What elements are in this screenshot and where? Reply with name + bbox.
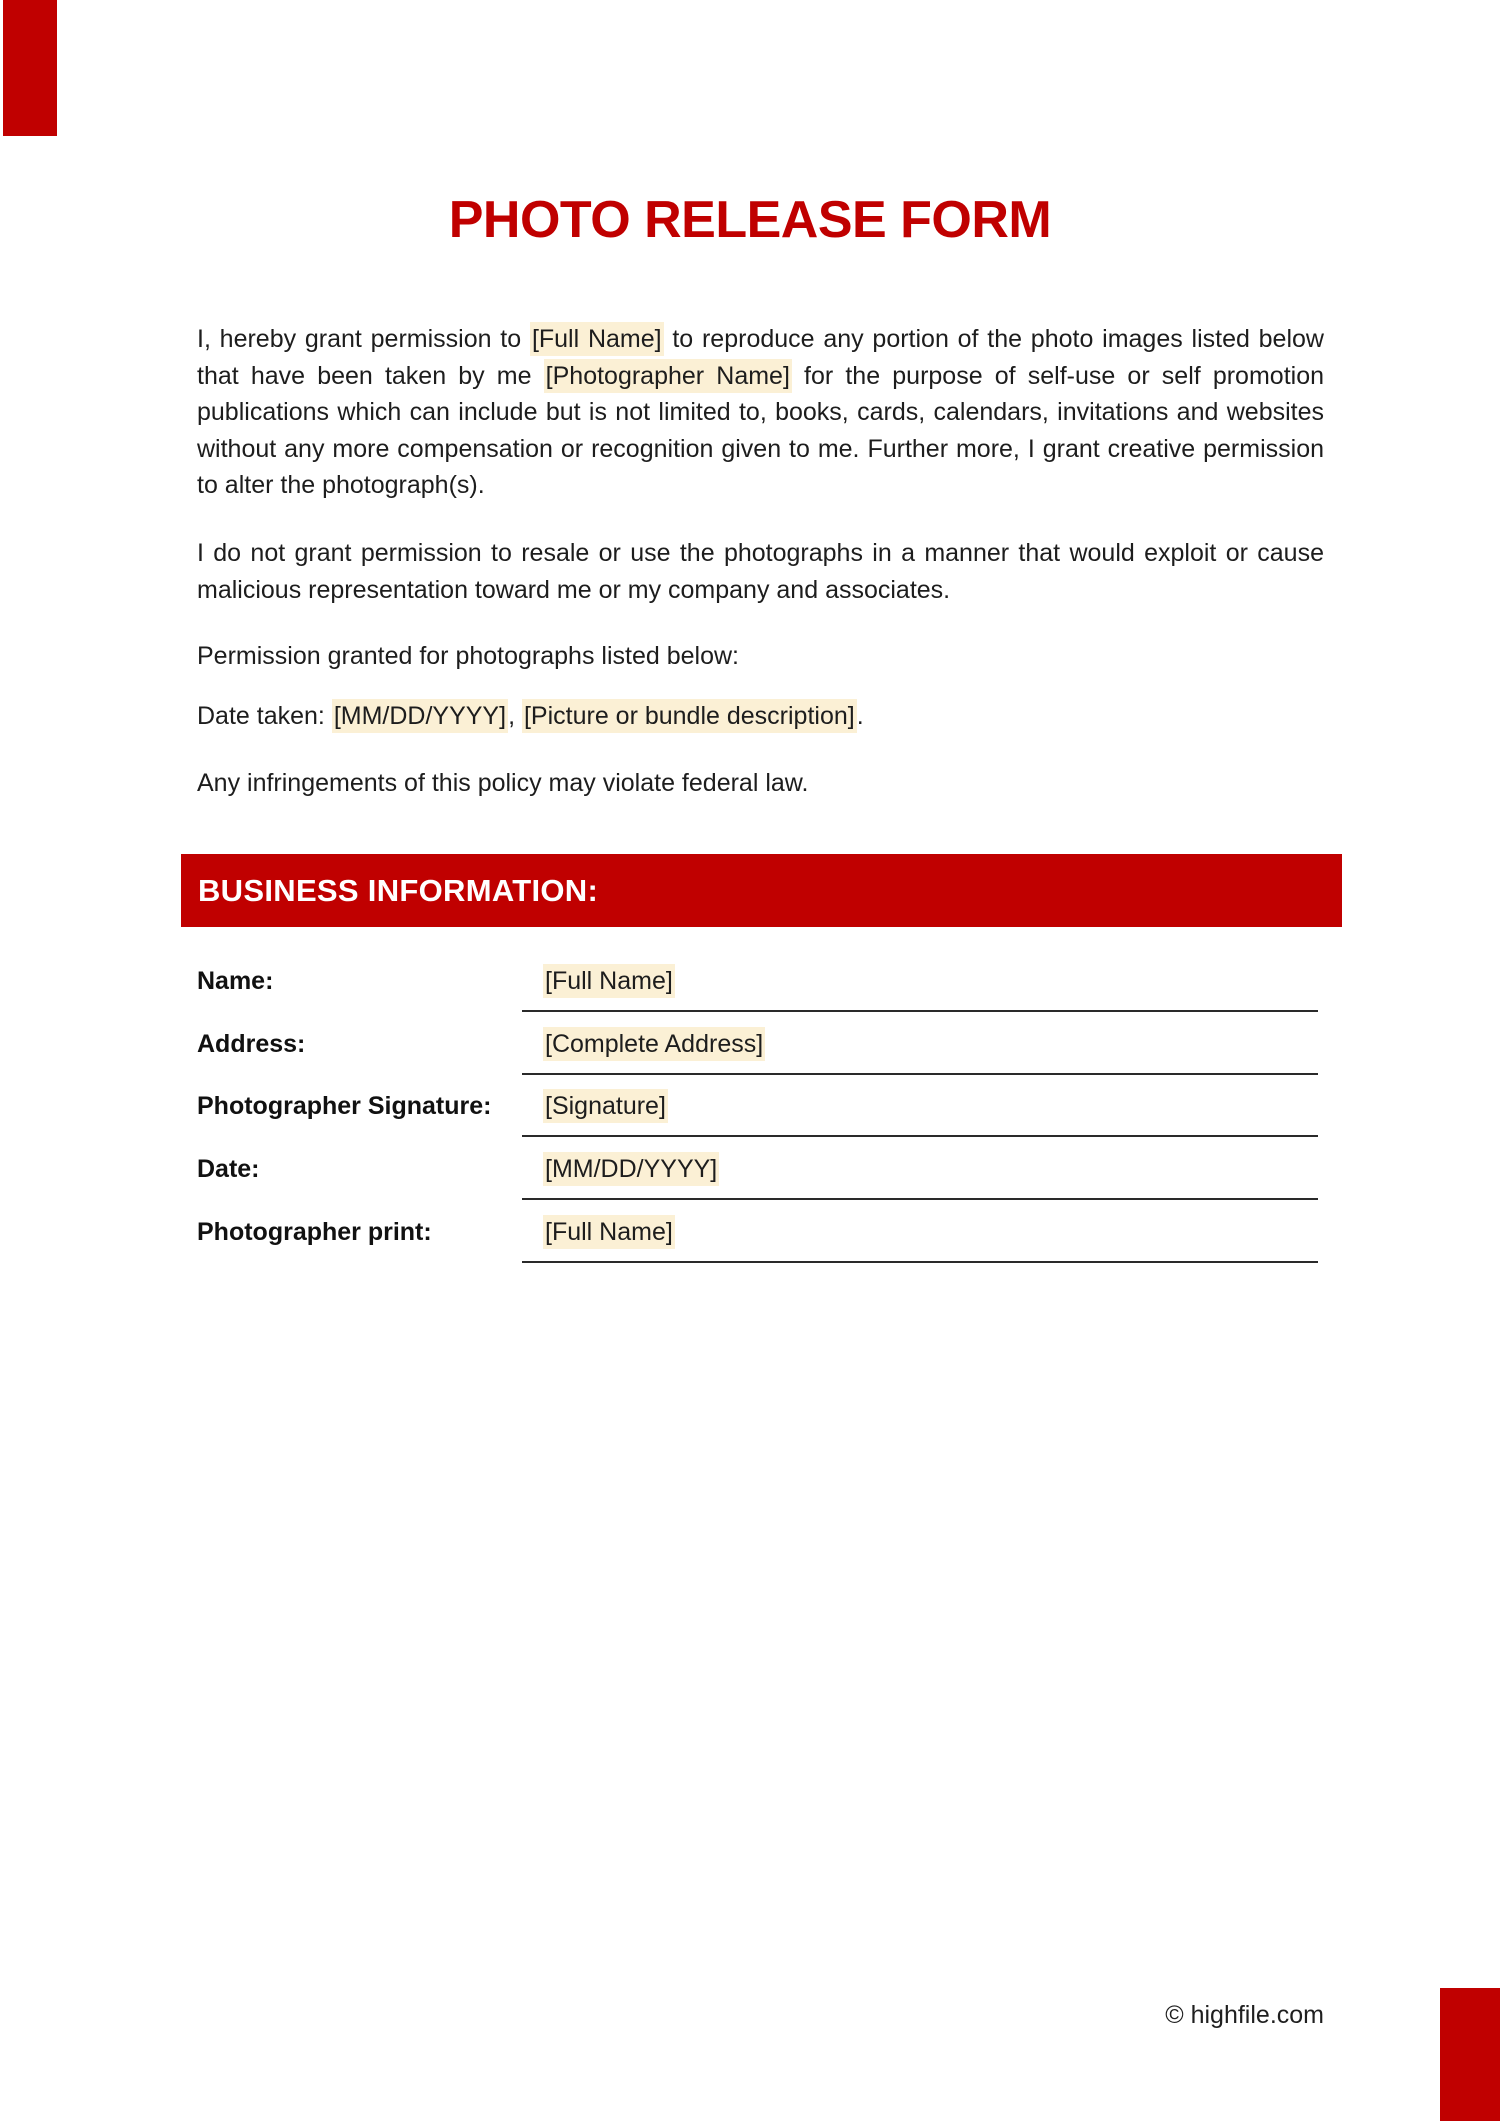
photographer-print-value-placeholder[interactable]: [Full Name] bbox=[543, 1215, 675, 1249]
name-field-label: Name: bbox=[197, 967, 274, 995]
photographer-print-underline[interactable] bbox=[522, 1261, 1318, 1263]
date-value-placeholder[interactable]: [MM/DD/YYYY] bbox=[543, 1152, 719, 1186]
infringement-line: Any infringements of this policy may violate federal law. bbox=[197, 769, 809, 797]
picture-description-placeholder[interactable]: [Picture or bundle description] bbox=[522, 699, 857, 733]
photographer-name-placeholder[interactable]: [Photographer Name] bbox=[544, 359, 792, 393]
business-information-banner bbox=[181, 854, 1342, 927]
date-field-underline[interactable] bbox=[522, 1198, 1318, 1200]
business-information-heading: BUSINESS INFORMATION: bbox=[198, 872, 599, 908]
intro-paragraph bbox=[197, 321, 1324, 504]
date-field-value[interactable] bbox=[543, 1155, 719, 1184]
address-field-value[interactable] bbox=[543, 1030, 765, 1059]
intro-text-run-3: for the purpose of self-use or self promotion publications which can include but is not limited to, books, cards, calendars, invitations and websites without any more compensation or recognition given to me. Further more, I grant creative permission to alter the photograph(s). bbox=[197, 361, 1325, 500]
photographer-signature-field-label: Photographer Signature: bbox=[197, 1092, 492, 1120]
date-line-separator: , bbox=[508, 702, 522, 730]
date-taken-placeholder[interactable]: [MM/DD/YYYY] bbox=[332, 699, 508, 733]
address-field-underline[interactable] bbox=[522, 1073, 1318, 1075]
date-taken-label: Date taken: bbox=[197, 702, 332, 730]
page-title: PHOTO RELEASE FORM bbox=[448, 191, 1052, 249]
bottom-right-red-bar bbox=[1440, 1988, 1500, 2121]
intro-text-run-2: to reproduce any portion of the photo images listed below that have been taken by me bbox=[197, 325, 1324, 390]
full-name-placeholder[interactable]: [Full Name] bbox=[530, 322, 664, 356]
date-taken-line bbox=[197, 698, 1324, 735]
date-field-label: Date: bbox=[197, 1155, 260, 1183]
photographer-signature-field-value[interactable] bbox=[543, 1092, 668, 1121]
address-value-placeholder[interactable]: [Complete Address] bbox=[543, 1027, 765, 1061]
name-field-underline[interactable] bbox=[522, 1010, 1318, 1012]
address-field-label: Address: bbox=[197, 1030, 306, 1058]
name-field-value[interactable] bbox=[543, 967, 675, 996]
name-value-placeholder[interactable]: [Full Name] bbox=[543, 964, 675, 998]
intro-text-run-1: I, hereby grant permission to bbox=[197, 325, 530, 353]
signature-value-placeholder[interactable]: [Signature] bbox=[543, 1089, 668, 1123]
photographer-print-field-label: Photographer print: bbox=[197, 1218, 432, 1246]
footer-credit: © highfile.com bbox=[1165, 2001, 1324, 2029]
top-left-red-bar bbox=[3, 0, 57, 136]
date-line-period: . bbox=[856, 702, 864, 730]
no-resale-paragraph: I do not grant permission to resale or use the photographs in a manner that would exploit or cause malicious representation toward me or my company and associates. bbox=[197, 539, 1324, 604]
permission-line: Permission granted for photographs listed below: bbox=[197, 642, 739, 670]
photographer-print-field-value[interactable] bbox=[543, 1218, 675, 1247]
photographer-signature-underline[interactable] bbox=[522, 1135, 1318, 1137]
